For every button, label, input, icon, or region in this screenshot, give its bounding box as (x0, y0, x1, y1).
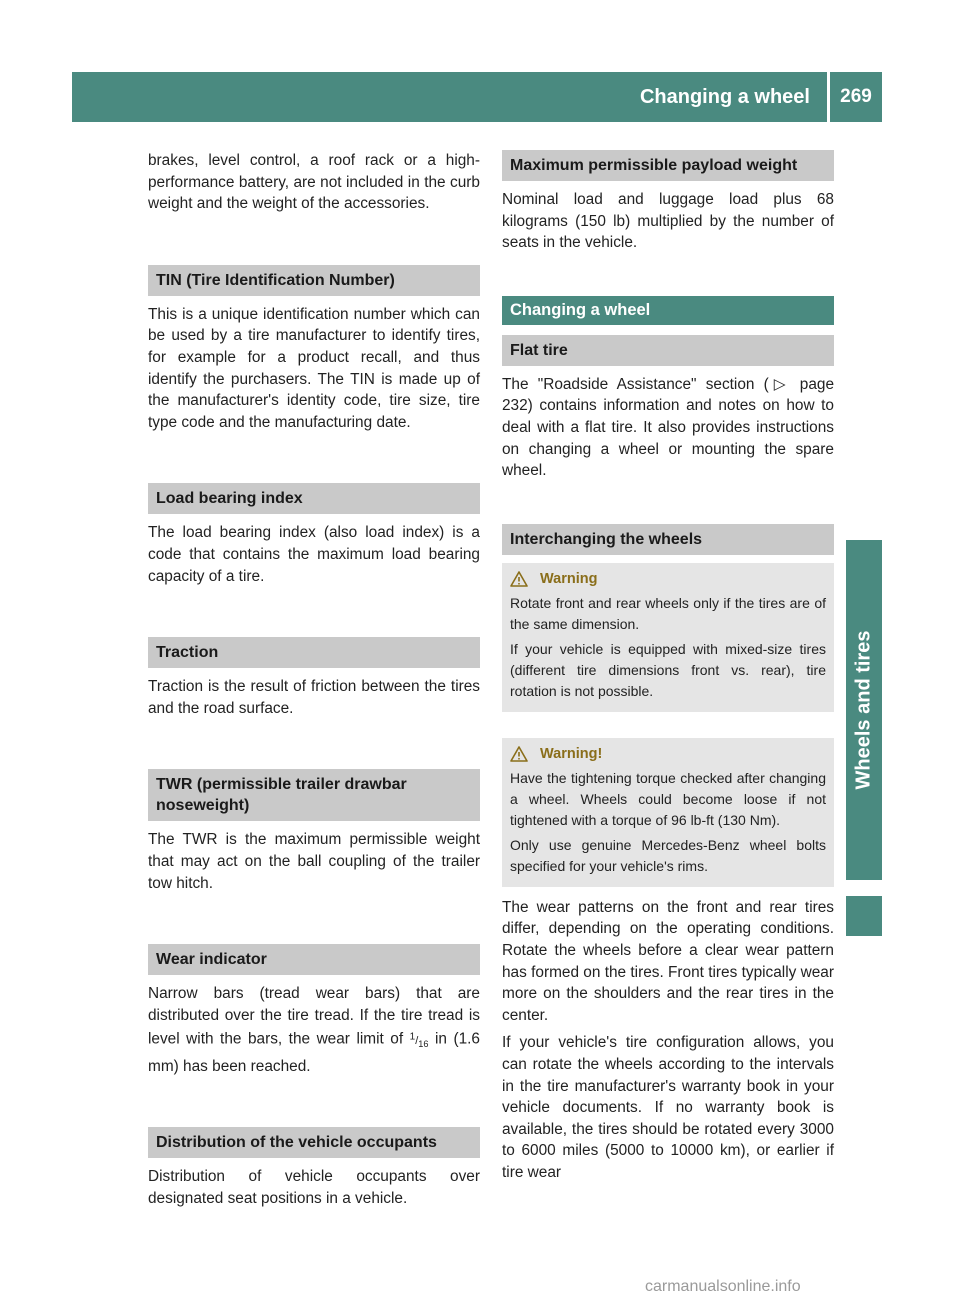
section-heading-twr: TWR (permissible trailer drawbar noseweight) (148, 769, 480, 821)
section-body-wear-indicator (148, 983, 480, 1077)
fraction: $^1/_{16}$ (409, 1031, 429, 1050)
intro-paragraph: brakes, level control, a roof rack or a high-performance battery, are not included in the curb weight and the weight of the accessories. (148, 152, 480, 213)
warning-paragraph: Rotate front and rear wheels only if the tires are of the same dimension. (510, 594, 826, 632)
section-heading-tin: TIN (Tire Identification Number) (148, 265, 480, 296)
page-title: Changing a wheel (639, 86, 810, 108)
chapter-tab-label: Wheels and tires (852, 630, 875, 790)
section-heading-payload: Maximum permissible payload weight (502, 150, 834, 181)
warning-header (510, 744, 826, 764)
chapter-side-tab[interactable] (846, 540, 882, 880)
tire-config-paragraph: If your vehicle's tire configuration allows, you can rotate the wheels according to the intervals in the tire manufacturer's warranty book in your vehicle documents. If no warranty book is available, the tires should be rotated every 3000 to 6000 miles (5000 to 10000 km), or earlier if tire wear (502, 1034, 834, 1181)
warning-title: Warning (540, 570, 598, 587)
warning-box-torque (502, 738, 834, 887)
page-number: 269 (840, 86, 872, 107)
section-heading-load-index: Load bearing index (148, 483, 480, 514)
section-body-occupants: Distribution of vehicle occupants over designated seat positions in a vehicle. (148, 1168, 480, 1207)
section-heading-traction: Traction (148, 637, 480, 668)
warning-paragraph: Only use genuine Mercedes-Benz wheel bolts specified for your vehicle's rims. (510, 836, 826, 874)
section-body-twr: The TWR is the maximum permissible weight that may act on the ball coupling of the trailer tow hitch. (148, 831, 480, 892)
side-tab-marker (846, 896, 882, 936)
flat-text-before: The "Roadside Assistance" section ( (502, 375, 769, 393)
fraction-denominator: 16 (418, 1039, 429, 1050)
section-body-traction: Traction is the result of friction between the tires and the road surface. (148, 678, 480, 717)
section-heading-interchanging: Interchanging the wheels (502, 524, 834, 555)
section-heading-flat-tire: Flat tire (502, 335, 834, 366)
section-heading-occupants: Distribution of the vehicle occupants (148, 1127, 480, 1158)
warning-box-rotation (502, 563, 834, 712)
section-body-tin: This is a unique identification number which can be used by a tire manufacturer to identify tires, for example for a product recall, and thus identify the purchasers. The TIN is made up of the manufacturer's identity code, tire size, tire type code and the manufacturing date. (148, 305, 480, 431)
section-body-payload: Nominal load and luggage load plus 68 kilograms (150 lb) multiplied by the number of seats in the vehicle. (502, 191, 834, 252)
warning-paragraph: Have the tightening torque checked after changing a wheel. Wheels could become loose if not tightened with a torque of 96 lb-ft (130 Nm). (510, 769, 826, 828)
left-column (148, 150, 480, 1216)
warning-triangle-icon (510, 746, 528, 762)
watermark: carmanualsonline.info (645, 1278, 801, 1295)
fraction-numerator: 1 (409, 1031, 416, 1043)
warning-title: Warning! (540, 745, 603, 762)
wear-text-after: in (1.6 mm) has been reached. (148, 1030, 480, 1075)
section-heading-changing-wheel: Changing a wheel (502, 296, 834, 325)
section-heading-wear-indicator: Wear indicator (148, 944, 480, 975)
right-column (502, 150, 834, 1189)
section-body-load-index: The load bearing index (also load index) is a code that contains the maximum load bearing capacity of a tire. (148, 524, 480, 585)
page-header-bar (72, 72, 882, 122)
page-ref-arrow-icon: ▷ (768, 375, 791, 393)
wear-patterns-paragraph: The wear patterns on the front and rear tires differ, depending on the operating conditions. Rotate the wheels before a clear wear pattern has formed on the tires. Front tires typically wear more on the shoulders and the rear tires in the center. (502, 898, 834, 1024)
section-body-flat-tire (502, 374, 834, 482)
warning-header (510, 569, 826, 589)
wear-text-before: Narrow bars (tread wear bars) that are distributed over the tire tread. If the tire tread is level with the bars, the wear limit of (148, 985, 480, 1048)
warning-paragraph: If your vehicle is equipped with mixed-size tires (different tire dimensions front vs. rear), tire rotation is not possible. (510, 640, 826, 699)
flat-text-after: page 232) contains information and notes on how to deal with a flat tire. It also provides instructions on changing a wheel or mounting the spare wheel. (502, 375, 835, 480)
warning-triangle-icon (510, 571, 528, 587)
